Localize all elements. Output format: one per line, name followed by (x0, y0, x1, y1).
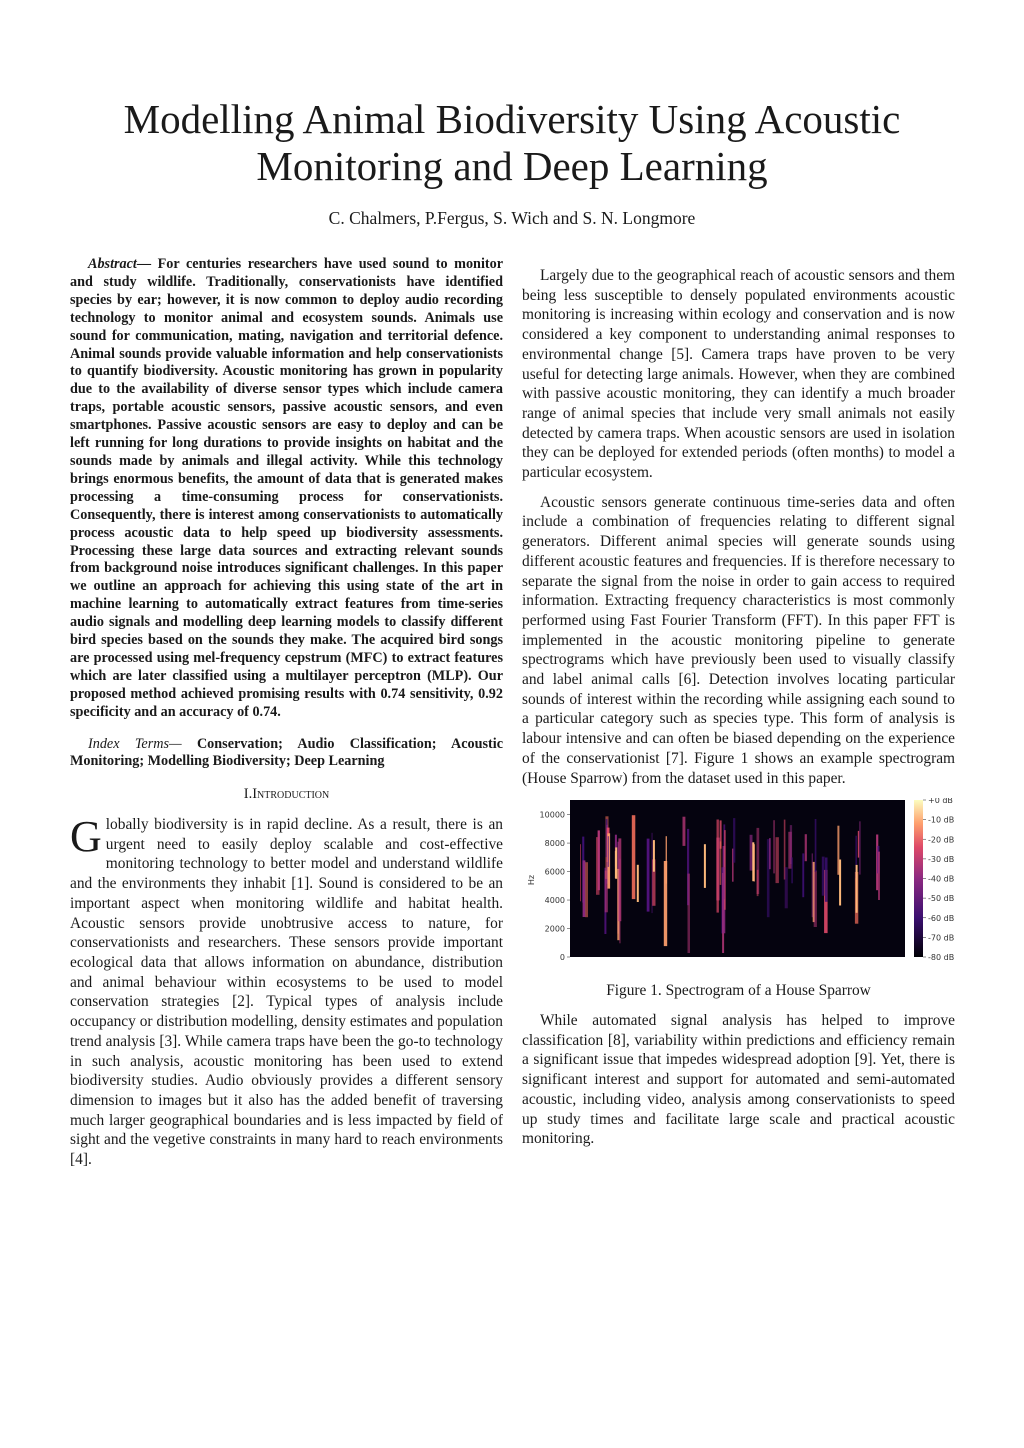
spectrogram-streak (776, 837, 779, 883)
abstract-label: Abstract (88, 256, 137, 272)
spectrogram-streak (825, 858, 828, 902)
right-paragraph-1: Largely due to the geographical reach of acoustic sensors and them being less susceptible to densely populated environments acoustic monitoring is increasing within ecology and conservation and is now considered a key component to understanding animal responses to environmental change [5]. Camera traps have proven to be very useful for detecting large animals. However, when they are combined with passive acoustic monitoring, they can identify a much broader range of animal species that include very small animals not easily detected by camera traps. When acoustic sensors are used in isolation they can be deployed for extended periods (often months) to model a particular ecosystem. (522, 267, 955, 482)
figure-caption: Figure 1. Spectrogram of a House Sparrow (606, 982, 871, 1000)
y-tick-label: 10000 (539, 810, 565, 820)
y-tick-label: 4000 (544, 896, 565, 906)
colorbar-ticks (923, 798, 954, 962)
y-tick-label: 6000 (544, 867, 565, 877)
spectrogram-streak (805, 834, 807, 861)
spectrogram-streak (878, 852, 880, 900)
drop-cap: G (70, 812, 102, 862)
section-number: I. (243, 786, 253, 803)
colorbar-tick-label: -60 dB (928, 914, 955, 924)
index-terms-dash: — (169, 735, 197, 752)
intro-text: lobally biodiversity is in rapid decline. As a result, there is an urgent need to easily deploy scalable and cost-effective monitoring technology to better model and understand wildlife and the environments they inhabit [1]. Sound is considered to be an important aspect when monitoring wildlife and habitat health. Acoustic sensors provide unobtrusive access to nature, for conservationists and researchers. These sensors provide important ecological data that allows information on abundance, distribution and animal behaviour within ecosystems to be used to model conservation strategies [2]. Typical types of analysis include occupancy or distribution modelling, density estimates and population trend analysis [3]. While camera traps have been the go-to technology in such analysis, acoustic monitoring has been used to extend biodiversity studies. Audio obviously provides a different sensory dimension to images but it also has the added benefit of traversing much larger geographical boundaries and is less impacted by field of sight and the vegetive constraints in many hard to reach environments [4]. (70, 816, 503, 1169)
authors: C. Chalmers, P.Fergus, S. Wich and S. N. Longmore (328, 208, 696, 228)
index-terms-label: Index Terms (88, 735, 169, 752)
spectrogram-streak (822, 857, 825, 896)
right-paragraph-3: While automated signal analysis has helped to improve classification [8], variability within predictions and efficiency remain a significant issue that impedes widespread adoption [9]. Yet, there is significant interest and support for automated and semi-automated acoustic, including video, analysis among conservationists to speed up study times and facilitate large scale and practical acoustic monitoring. (522, 1011, 955, 1148)
y-tick-label: 0 (559, 953, 565, 963)
spectrogram-highlight (856, 865, 858, 913)
spectrogram-streak (859, 822, 861, 875)
abstract-text: For centuries researchers have used sound to monitor and study wildlife. Traditionally, conservationists have identified species by ear; however, it is now common to deploy audio recording technology to monitor animal and ecosystem sounds. Animals use sound for communication, mating, navigation and territorial defence. Animal sounds provide valuable information and help conservationists to quantify biodiversity. Acoustic monitoring has grown in popularity due to the availability of diverse sensor types which include camera traps, portable acoustic sensors, passive acoustic sensors, and even smartphones. Passive acoustic sensors are easy to deploy and can be left running for long durations to provide insights on habitat and the sounds made by animals and illegal activity. While this technology brings enormous benefits, the amount of data that is generated makes processing a time-consuming process for conservationists. Consequently, there is interest among conservationists to automatically process acoustic data to help speed up biodiversity assessments. Processing these large data sources and extracting relevant sounds from background noise introduces significant challenges. In this paper we outline an approach for achieving this using state of the art in machine learning to automatically extract features from time-series audio signals and modelling deep learning models to classify different bird species based on the sounds they make. The acquired bird songs are processed using mel-frequency cepstrum (MFC) to extract features which are later classified using a multilayer perceptron (MLP). Our proposed method achieved promising results with 0.74 sensitivity, 0.92 specificity and an accuracy of 0.74. (70, 256, 503, 720)
spectrogram-streak (717, 820, 719, 913)
colorbar-tick-label: -50 dB (928, 894, 955, 904)
spectrogram-streak (791, 858, 793, 884)
spectrogram-streak (583, 861, 586, 918)
colorbar-tick-label: -80 dB (928, 953, 955, 963)
title-line-2: Monitoring and Deep Learning (256, 143, 768, 189)
colorbar-tick-label: -10 dB (928, 815, 955, 825)
spectrogram-streak (618, 839, 621, 922)
right-column (522, 266, 955, 1159)
intro-paragraph (70, 812, 503, 1170)
spectrogram-highlight (637, 865, 639, 902)
colorbar-tick-label: -40 dB (928, 874, 955, 884)
colorbar-tick-label: -70 dB (928, 933, 955, 943)
spectrogram-chart (522, 798, 955, 973)
spectrogram-streak (723, 867, 725, 900)
abstract (70, 256, 503, 722)
spectrogram-streak (767, 839, 770, 917)
spectrogram-streak (814, 871, 817, 928)
spectrogram-streak (769, 838, 770, 869)
y-tick-label: 8000 (544, 839, 565, 849)
spectrogram-streak (757, 870, 759, 896)
spectrogram-streak (815, 819, 817, 872)
spectrogram-highlight (653, 840, 655, 872)
spectrogram-streak (773, 820, 774, 873)
spectrogram-streak (580, 844, 581, 901)
spectrogram-streak (598, 831, 600, 891)
section-title: Introduction (252, 786, 330, 803)
spectrogram-streak (608, 836, 609, 867)
y-axis-ticks (540, 811, 570, 962)
title-line-1: Modelling Animal Biodiversity Using Acoustic (123, 96, 901, 142)
spectrogram-streak (666, 836, 667, 884)
colorbar-tick-label: -20 dB (928, 835, 955, 845)
left-column (70, 256, 503, 1180)
colorbar-tick-label: -30 dB (928, 855, 955, 865)
spectrogram-streak (688, 874, 691, 953)
spectrogram-highlight (704, 844, 706, 888)
spectrogram-streak (720, 842, 722, 886)
spectrogram-streak (812, 854, 813, 918)
paper-title (60, 96, 964, 190)
spectrogram-streak (750, 835, 753, 871)
spectrogram-highlight (615, 851, 617, 878)
section-heading-introduction (70, 785, 503, 805)
spectrogram-streak (683, 817, 686, 846)
colorbar (914, 800, 923, 957)
spectrogram-streak (632, 815, 636, 899)
spectrogram-highlight (839, 860, 841, 906)
spectrogram-streak (802, 854, 804, 898)
y-axis-label: Hz (527, 875, 536, 886)
colorbar-tick-label: +0 dB (928, 798, 953, 806)
spectrogram-streak (733, 818, 735, 863)
abstract-dash: — (136, 256, 158, 272)
spectrogram-streak (858, 831, 859, 858)
spectrogram-streak (647, 839, 650, 912)
right-paragraph-2: Acoustic sensors generate continuous time-series data and often include a combination of frequencies relating to different signal generators. Different animal species will generate sounds using different acoustic features and frequencies. If is therefore necessary to separate the signal from the noise in order to gain access to required information. Extracting frequency characteristics is most commonly performed using Fast Fourier Transform (FFT). In this paper FFT is implemented in the acoustic monitoring pipeline to generate spectrograms which have previously been used to visually classify and label animal calls [6]. Detection involves locating particular sounds of interest within the recording while assigning each sound to a particular category such as species type. This form of analysis is labour intensive and can often be biased depending on the experience of the conservationist [7]. Figure 1 shows an example spectrogram (House Sparrow) from the dataset used in this paper. (522, 493, 955, 787)
index-terms (70, 736, 503, 772)
figure-1 (522, 798, 955, 973)
index-terms-text: Conservation; Audio Classification; Acoustic Monitoring; Modelling Biodiversity; Deep Learning (70, 735, 503, 770)
y-tick-label: 2000 (544, 924, 565, 934)
spectrogram-streak (585, 862, 588, 917)
spectrogram-highlight (752, 843, 754, 882)
spectrogram-streak (785, 867, 788, 908)
